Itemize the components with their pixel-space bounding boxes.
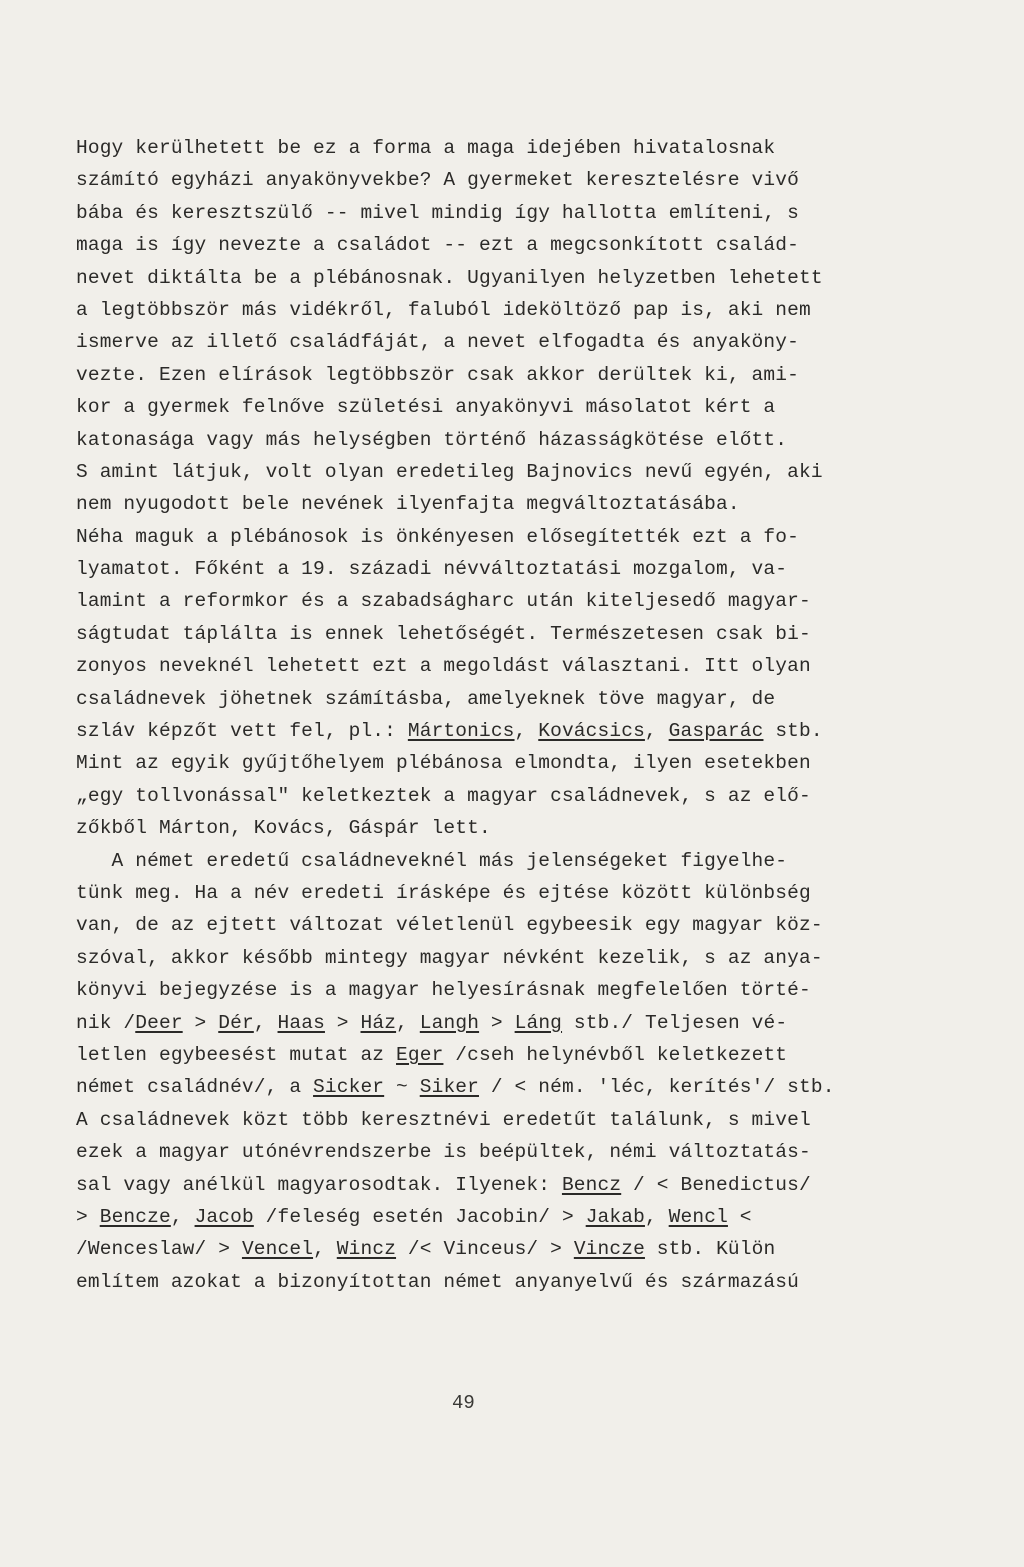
text-segment: a legtöbbször más vidékről, faluból ideköltöző pap is, aki nem	[76, 298, 811, 321]
underlined-name: Langh	[419, 1011, 480, 1034]
text-line	[76, 618, 956, 650]
text-line	[76, 780, 956, 812]
text-segment: ~	[384, 1076, 420, 1099]
text-line	[76, 424, 956, 456]
text-line	[76, 812, 956, 844]
text-line	[76, 132, 956, 164]
text-segment: <	[727, 1205, 752, 1228]
text-segment: ,	[644, 720, 669, 743]
text-segment: >	[324, 1011, 361, 1034]
text-segment: >	[182, 1011, 219, 1034]
underlined-name: Ház	[360, 1011, 397, 1034]
text-line	[76, 456, 956, 488]
text-segment: ,	[170, 1205, 195, 1228]
underlined-name: Láng	[514, 1011, 563, 1034]
text-segment: /cseh helynévből keletkezett	[443, 1043, 788, 1066]
underlined-name: Jakab	[585, 1205, 645, 1228]
text-segment: nevet diktálta be a plébánosnak. Ugyanilyen helyzetben lehetett	[76, 266, 823, 289]
text-segment: ságtudat táplálta is ennek lehetőségét. Természetesen csak bi-	[76, 622, 811, 645]
text-segment: sal vagy anélkül magyarosodtak. Ilyenek:	[76, 1173, 562, 1196]
underlined-name: Vencel	[241, 1238, 314, 1261]
text-segment: / < Benedictus/	[621, 1173, 811, 1196]
text-line	[76, 845, 956, 877]
text-segment: ,	[313, 1238, 337, 1261]
text-segment: A német eredetű családneveknél más jelenségeket figyelhe-	[76, 849, 788, 872]
text-segment: említem azokat a bizonyítottan német anyanyelvű és származású	[76, 1270, 799, 1293]
text-segment: A családnevek közt több keresztnévi eredetűt találunk, s mivel	[76, 1108, 811, 1131]
text-segment: stb. Külön	[644, 1238, 776, 1261]
text-line	[76, 164, 956, 196]
underlined-name: Haas	[277, 1011, 325, 1034]
text-segment: tünk meg. Ha a név eredeti írásképe és ejtése között különbség	[76, 881, 811, 904]
text-segment: családnevek jöhetnek számításba, amelyeknek töve magyar, de	[76, 687, 776, 710]
text-line	[76, 974, 956, 1006]
text-segment: maga is így nevezte a családot -- ezt a megcsonkított család-	[76, 234, 799, 257]
text-segment: lamint a reformkor és a szabadságharc után kiteljesedő magyar-	[76, 590, 811, 613]
text-line	[76, 683, 956, 715]
text-segment: lyamatot. Főként a 19. századi névváltoztatási mozgalom, va-	[76, 558, 788, 581]
text-segment: német családnév/, a	[76, 1076, 314, 1099]
text-segment: ,	[253, 1011, 278, 1034]
text-line	[76, 1233, 956, 1265]
underlined-name: Dér	[218, 1011, 254, 1034]
underlined-name: Jacob	[194, 1205, 254, 1228]
underlined-name: Sicker	[313, 1076, 385, 1099]
text-line	[76, 909, 956, 941]
underlined-name: Vincze	[573, 1238, 645, 1261]
text-segment: letlen egybeesést mutat az	[76, 1043, 397, 1066]
text-segment: ,	[396, 1011, 420, 1034]
underlined-name: Bencz	[561, 1173, 622, 1196]
text-segment: szóval, akkor később mintegy magyar névként kezelik, s az anya-	[76, 946, 823, 969]
text-segment: szláv képzőt vett fel, pl.:	[76, 720, 408, 743]
text-segment: S amint látjuk, volt olyan eredetileg Bajnovics nevű egyén, aki	[76, 460, 823, 483]
text-line	[76, 391, 956, 423]
text-segment: zonyos neveknél lehetett ezt a megoldást választani. Itt olyan	[76, 655, 811, 678]
text-segment: /Wenceslaw/ >	[76, 1238, 242, 1261]
text-segment: könyvi bejegyzése is a magyar helyesírásnak megfelelően törté-	[76, 979, 811, 1002]
underlined-name: Bencze	[99, 1205, 171, 1228]
text-segment: / < ném. 'léc, kerítés'/ stb.	[479, 1076, 835, 1099]
underlined-name: Mártonics	[407, 720, 515, 743]
text-line	[76, 1169, 956, 1201]
underlined-name: Siker	[419, 1076, 479, 1099]
text-segment: stb.	[763, 720, 823, 743]
text-line	[76, 650, 956, 682]
text-line	[76, 1266, 956, 1298]
underlined-name: Wincz	[336, 1238, 397, 1261]
text-line	[76, 715, 956, 747]
text-segment: Mint az egyik gyűjtőhelyem plébánosa elmondta, ilyen esetekben	[76, 752, 811, 775]
text-line	[76, 585, 956, 617]
text-line	[76, 521, 956, 553]
text-segment: /feleség esetén Jacobin/ >	[253, 1205, 586, 1228]
text-segment: ,	[514, 720, 539, 743]
text-line	[76, 877, 956, 909]
underlined-name: Kovácsics	[538, 720, 645, 743]
text-line	[76, 747, 956, 779]
text-line	[76, 942, 956, 974]
text-line	[76, 229, 956, 261]
text-line	[76, 553, 956, 585]
text-line	[76, 1136, 956, 1168]
underlined-name: Gasparác	[668, 720, 764, 743]
underlined-name: Deer	[135, 1011, 183, 1034]
text-segment: kor a gyermek felnőve születési anyakönyvi másolatot kért a	[76, 396, 776, 419]
text-line	[76, 1201, 956, 1233]
text-segment: ismerve az illető családfáját, a nevet elfogadta és anyaköny-	[76, 331, 799, 354]
text-line	[76, 197, 956, 229]
page-number: 49	[452, 1392, 475, 1414]
text-segment: nem nyugodott bele nevének ilyenfajta megváltoztatásába.	[76, 493, 740, 516]
text-segment: Hogy kerülhetett be ez a forma a maga idejében hivatalosnak	[76, 137, 776, 159]
text-segment: katonasága vagy más helységben történő házasságkötése előtt.	[76, 428, 788, 451]
text-segment: számító egyházi anyakönyvekbe? A gyermeket keresztelésre vivő	[76, 169, 799, 192]
text-segment: bába és keresztszülő -- mivel mindig így hallotta említeni, s	[76, 201, 799, 224]
text-segment: zőkből Márton, Kovács, Gáspár lett.	[76, 817, 491, 840]
text-line	[76, 488, 956, 520]
text-segment: >	[76, 1205, 100, 1228]
body-text	[76, 132, 956, 1298]
underlined-name: Wencl	[668, 1205, 728, 1228]
text-line	[76, 1007, 956, 1039]
text-segment: ezek a magyar utónévrendszerbe is beépültek, némi változtatás-	[76, 1141, 811, 1164]
text-segment: „egy tollvonással" keletkeztek a magyar családnevek, s az elő-	[76, 784, 811, 807]
text-segment: vezte. Ezen elírások legtöbbször csak akkor derültek ki, ami-	[76, 363, 799, 386]
text-line	[76, 1104, 956, 1136]
text-line	[76, 1039, 956, 1071]
text-line	[76, 1071, 956, 1103]
text-segment: /< Vinceus/ >	[396, 1238, 574, 1261]
text-segment: van, de az ejtett változat véletlenül egybeesik egy magyar köz-	[76, 914, 823, 937]
text-segment: >	[479, 1011, 515, 1034]
text-segment: ,	[644, 1205, 669, 1228]
underlined-name: Eger	[396, 1043, 444, 1066]
text-line	[76, 294, 956, 326]
text-segment: nik /	[76, 1011, 136, 1034]
text-line	[76, 326, 956, 358]
text-line	[76, 359, 956, 391]
text-line	[76, 262, 956, 294]
text-segment: stb./ Teljesen vé-	[562, 1011, 788, 1034]
text-segment: Néha maguk a plébánosok is önkényesen elősegítették ezt a fo-	[76, 525, 799, 548]
